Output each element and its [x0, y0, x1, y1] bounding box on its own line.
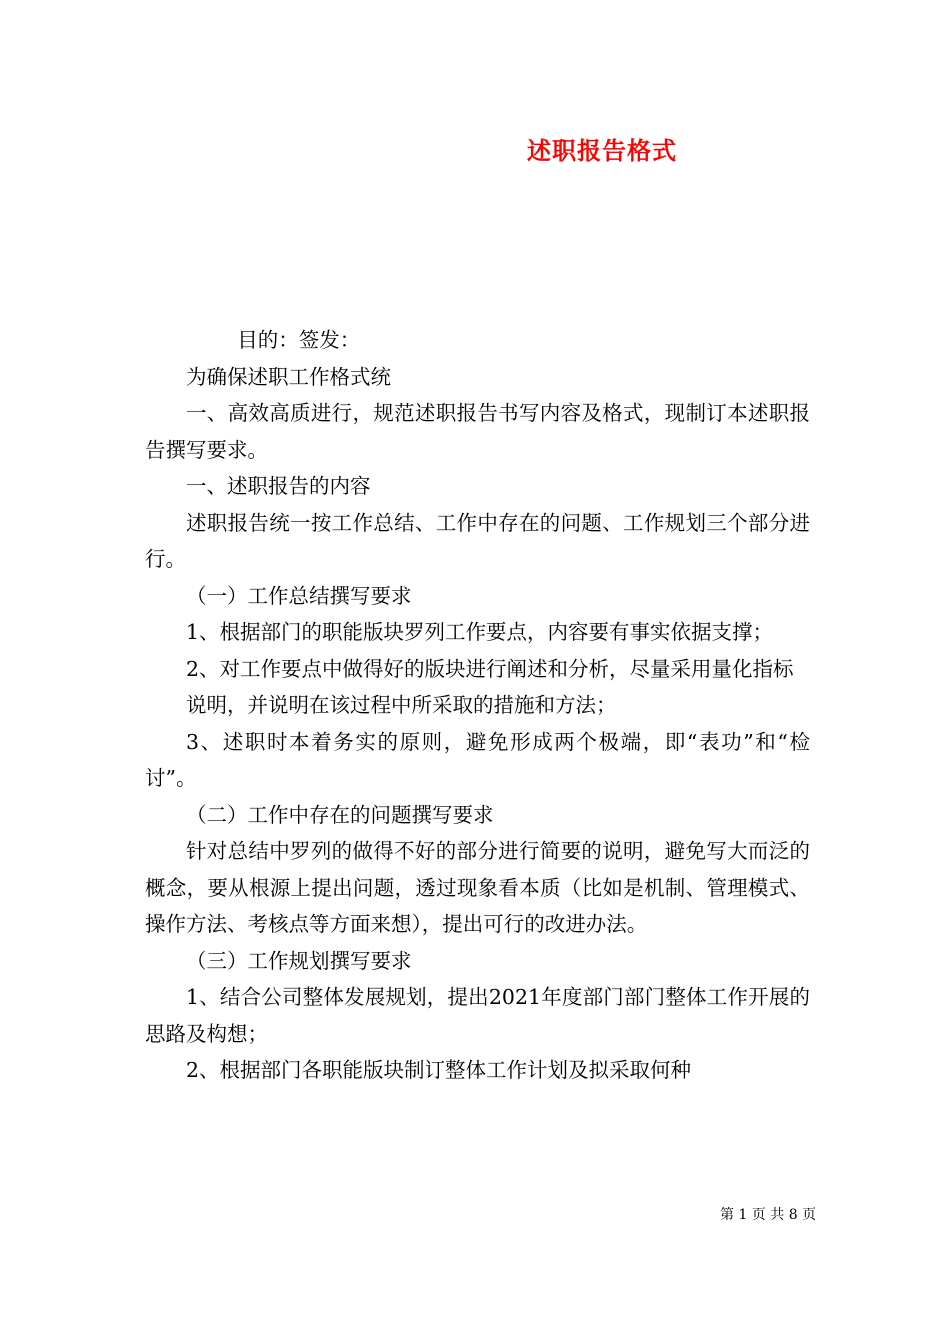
document-body	[145, 322, 810, 1089]
page-footer: 第 1 页 共 8 页	[720, 1207, 817, 1223]
subsection-heading-1: （一）工作总结撰写要求	[186, 583, 412, 608]
paragraph-13: 1、结合公司整体发展规划，提出2021年度部门部门整体工作开展的思路及构想；	[145, 985, 810, 1046]
paragraph-purpose: 目的：签发：	[237, 328, 361, 352]
paragraph-7: 2、对工作要点中做得好的版块进行阐述和分析，尽量采用量化指标	[186, 656, 794, 681]
subsection-heading-2: （二）工作中存在的问题撰写要求	[186, 802, 494, 827]
subsection-heading-3: （三）工作规划撰写要求	[186, 948, 412, 973]
section-heading-1: 一、述职报告的内容	[186, 474, 371, 498]
paragraph-4: 述职报告统一按工作总结、工作中存在的问题、工作规划三个部分进行。	[145, 510, 810, 571]
paragraph-9: 3、述职时本着务实的原则，避免形成两个极端，即“表功”和“检讨”。	[145, 729, 810, 790]
paragraph-6: 1、根据部门的职能版块罗列工作要点，内容要有事实依据支撑；	[186, 620, 774, 644]
paragraph-8: 说明，并说明在该过程中所采取的措施和方法；	[186, 693, 617, 717]
paragraph-14: 2、根据部门各职能版块制订整体工作计划及拟采取何种	[186, 1058, 692, 1082]
paragraph-11: 针对总结中罗列的做得不好的部分进行简要的说明，避免写大而泛的概念，要从根源上提出问题，透过现象看本质（比如是机制、管理模式、操作方法、考核点等方面来想），提出可行的改进办法。	[145, 839, 810, 936]
document-title: 述职报告格式	[527, 136, 677, 165]
paragraph-2: 一、高效高质进行，规范述职报告书写内容及格式，现制订本述职报告撰写要求。	[145, 401, 810, 462]
paragraph-1: 为确保述职工作格式统	[186, 364, 391, 389]
